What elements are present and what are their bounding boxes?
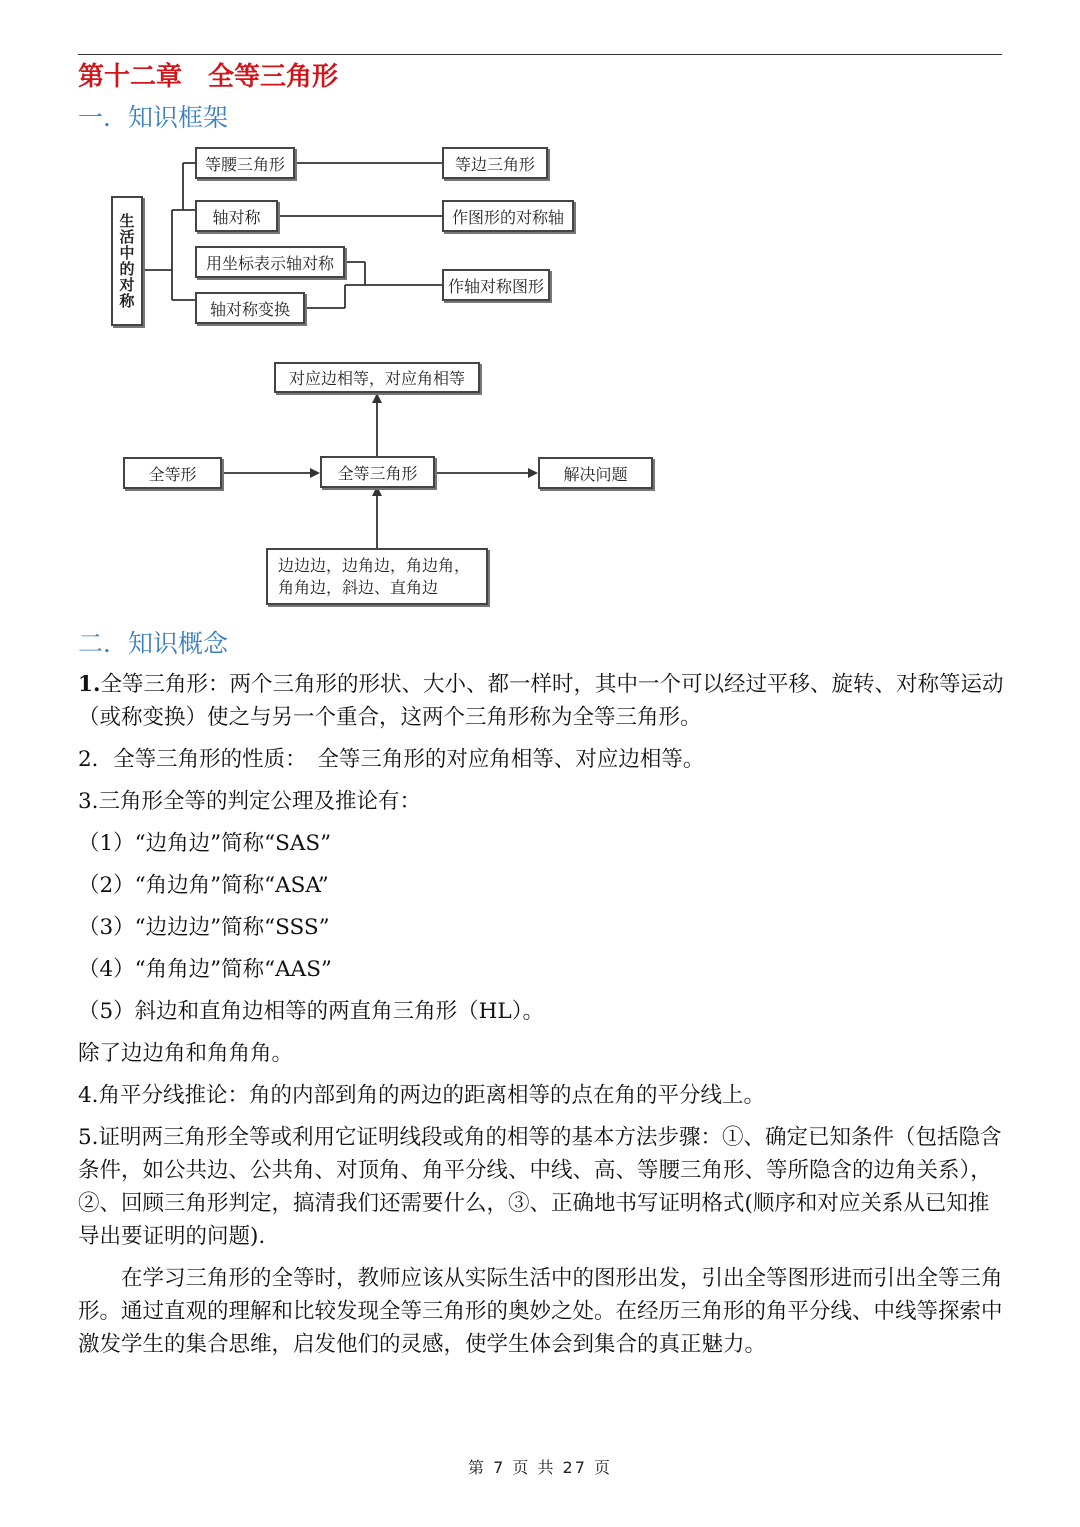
congruent-triangle-box: 全等三角形: [320, 456, 435, 488]
concept-5: 5.证明两三角形全等或利用它证明线段或角的相等的基本方法步骤：①、确定已知条件（包括隐含条件，如公共边、公共角、对顶角、角平分线、中线、高、等腰三角形、等所隐含的边角关系），②、回顾三角形判定，搞清我们还需要什么，③、正确地书写证明格式(顺序和对应关系从已知推导出要证明的问题).: [78, 1125, 1002, 1249]
list-item: （4）“角角边”简称“AAS”: [78, 957, 332, 982]
axis-transform-box: 轴对称变换: [195, 292, 305, 324]
concept-number: 1.: [78, 672, 101, 697]
arrow-head: [310, 468, 320, 478]
section-heading-concepts: 二．知识概念: [78, 629, 229, 658]
solve-box: 解决问题: [538, 457, 653, 489]
draw-symmetric-box: 作轴对称图形: [442, 269, 550, 301]
list-item: （1）“边角边”简称“SAS”: [78, 831, 332, 856]
concept-2: 2．全等三角形的性质： 全等三角形的对应角相等、对应边相等。: [78, 747, 705, 772]
symmetry-diagram-connectors: [0, 0, 1080, 620]
concept-3: 3.三角形全等的判定公理及推论有：: [78, 789, 422, 814]
arrow-head: [372, 393, 382, 403]
except-note: 除了边边角和角角角。: [78, 1041, 294, 1066]
congruent-shape-box: 全等形: [123, 457, 222, 489]
draw-axis-box: 作图形的对称轴: [442, 200, 574, 232]
concept-text: 全等三角形：两个三角形的形状、大小、都一样时，其中一个可以经过平移、旋转、对称等运动（或称变换）使之与另一个重合，这两个三角形称为全等三角形。: [78, 672, 1004, 730]
isosceles-box: 等腰三角形: [195, 147, 295, 179]
list-item: （5）斜边和直角边相等的两直角三角形（HL）。: [78, 999, 544, 1024]
concept-4: 4.角平分线推论：角的内部到角的两边的距离相等的点在角的平分线上。: [78, 1083, 766, 1108]
coord-symmetry-box: 用坐标表示轴对称: [195, 246, 345, 278]
criteria-box: [266, 548, 488, 605]
criteria-line: 角角边，斜边、直角边: [278, 577, 439, 597]
criteria-line: 边边边，边角边，角边角，: [278, 555, 471, 575]
side-label-box: 生活中的对称: [111, 196, 143, 326]
page-footer: 第 7 页 共 27 页: [468, 1458, 612, 1477]
arrow-head: [528, 468, 538, 478]
equilateral-box: 等边三角形: [442, 147, 548, 179]
chapter-title: 第十二章 全等三角形: [78, 62, 339, 92]
list-item: （3）“边边边”简称“SSS”: [78, 915, 330, 940]
section-heading-framework: 一．知识框架: [78, 103, 229, 132]
corresponding-box: 对应边相等，对应角相等: [274, 362, 480, 393]
axis-symmetry-box: 轴对称: [195, 200, 278, 232]
list-item: （2）“角边角”简称“ASA”: [78, 873, 329, 898]
closing-paragraph: 在学习三角形的全等时，教师应该从实际生活中的图形出发，引出全等图形进而引出全等三角形。通过直观的理解和比较发现全等三角形的奥妙之处。在经历三角形的角平分线、中线等探索中激发学生的集合思维，启发他们的灵感，使学生体会到集合的真正魅力。: [78, 1266, 1003, 1357]
concept-1: [78, 668, 1004, 734]
